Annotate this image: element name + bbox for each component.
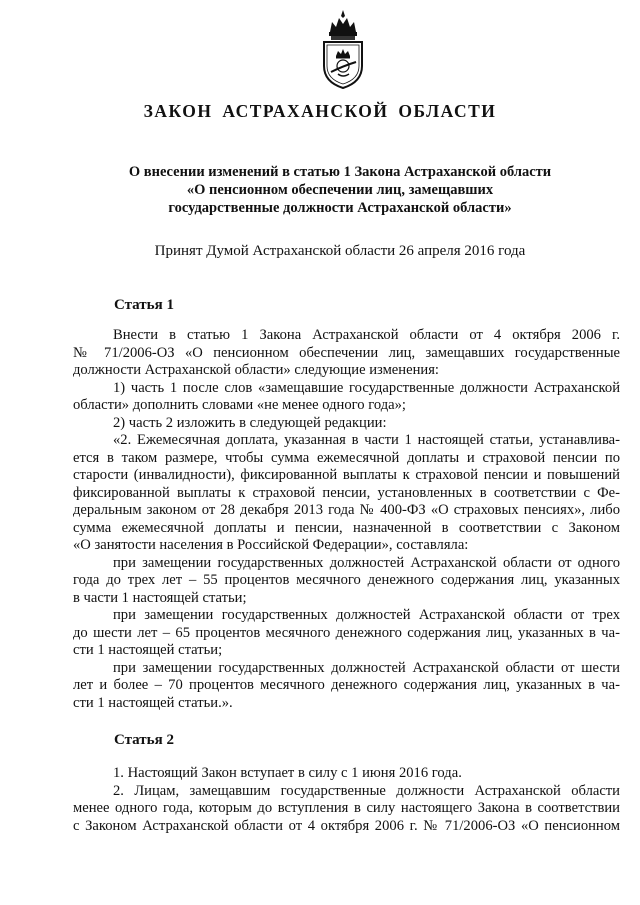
article-2-body bbox=[73, 765, 620, 835]
paragraph-line: деральным законом от 28 декабря 2013 года № 400-ФЗ «О страховых пенсиях», либо bbox=[73, 502, 620, 518]
paragraph-line: при замещении государственных должностей Астраханской области от одного bbox=[113, 554, 620, 571]
paragraph-line: сти 1 настоящей статьи.». bbox=[73, 694, 233, 711]
paragraph-line: старости (инвалидности), фиксированной выплаты к страховой пенсии и повышений bbox=[73, 467, 620, 483]
article-1-heading: Статья 1 bbox=[114, 297, 174, 313]
paragraph-line: «2. Ежемесячная доплата, указанная в части 1 настоящей статьи, устанавлива- bbox=[113, 432, 620, 448]
paragraph-line: Внести в статью 1 Закона Астраханской области от 4 октября 2006 г. bbox=[113, 327, 620, 343]
paragraph-line: должности Астраханской области» следующие изменения: bbox=[73, 362, 439, 378]
paragraph-line: области» дополнить словами «не менее одного года»; bbox=[73, 397, 406, 413]
paragraph-line: в части 1 настоящей статьи; bbox=[73, 589, 247, 606]
article-1-body bbox=[73, 327, 620, 712]
subtitle-line: О внесении изменений в статью 1 Закона Астраханской области bbox=[128, 164, 552, 180]
law-subtitle bbox=[100, 163, 580, 217]
subtitle-line: «О пенсионном обеспечении лиц, замещавших bbox=[186, 182, 494, 198]
paragraph-line: 1. Настоящий Закон вступает в силу с 1 июня 2016 года. bbox=[113, 765, 462, 781]
paragraph-line: «О занятости населения в Российской Федерации», составляла: bbox=[73, 537, 469, 553]
paragraph-line: фиксированной выплаты к страховой пенсии, установленных в соответствии с Фе- bbox=[73, 484, 620, 501]
paragraph-line: при замещении государственных должностей Астраханской области от трех bbox=[113, 607, 620, 623]
adoption-statement: Принят Думой Астраханской области 26 апреля 2016 года bbox=[154, 243, 526, 259]
paragraph-line: 1) часть 1 после слов «замещавшие государственные должности Астраханской bbox=[113, 379, 620, 396]
coat-of-arms-emblem bbox=[316, 8, 370, 90]
paragraph-line: менее одного года, которым до вступления в силу настоящего Закона в соответствии bbox=[73, 800, 620, 816]
article-2-heading: Статья 2 bbox=[114, 732, 174, 748]
paragraph-line: лет и более – 70 процентов месячного денежного содержания лиц, указанных в ча- bbox=[73, 677, 620, 693]
subtitle-line: государственные должности Астраханской области» bbox=[168, 200, 512, 216]
paragraph-line: сти 1 настоящей статьи; bbox=[73, 642, 223, 658]
paragraph-line: до шести лет – 65 процентов месячного денежного содержания лиц, указанных в ча- bbox=[73, 624, 620, 641]
paragraph-line: года до трех лет – 55 процентов месячного денежного содержания лиц, указанных bbox=[73, 572, 620, 588]
paragraph-line: с Законом Астраханской области от 4 октября 2006 г. № 71/2006-ОЗ «О пенсионном bbox=[73, 817, 620, 834]
paragraph-line: при замещении государственных должностей Астраханской области от шести bbox=[113, 659, 620, 676]
paragraph-line: ется в таком размере, чтобы сумма ежемесячной доплаты и страховой пенсии по bbox=[73, 449, 620, 466]
paragraph-line: 2) часть 2 изложить в следующей редакции: bbox=[113, 414, 387, 431]
paragraph-line: сумма ежемесячной доплаты и пенсии, назначенной в соответствии с Законом bbox=[73, 519, 620, 536]
paragraph-line: 2. Лицам, замещавшим государственные должности Астраханской области bbox=[113, 782, 620, 799]
law-title: ЗАКОН АСТРАХАНСКОЙ ОБЛАСТИ bbox=[143, 101, 497, 121]
paragraph-line: № 71/2006-ОЗ «О пенсионном обеспечении лиц, замещавших государственные bbox=[73, 344, 620, 361]
